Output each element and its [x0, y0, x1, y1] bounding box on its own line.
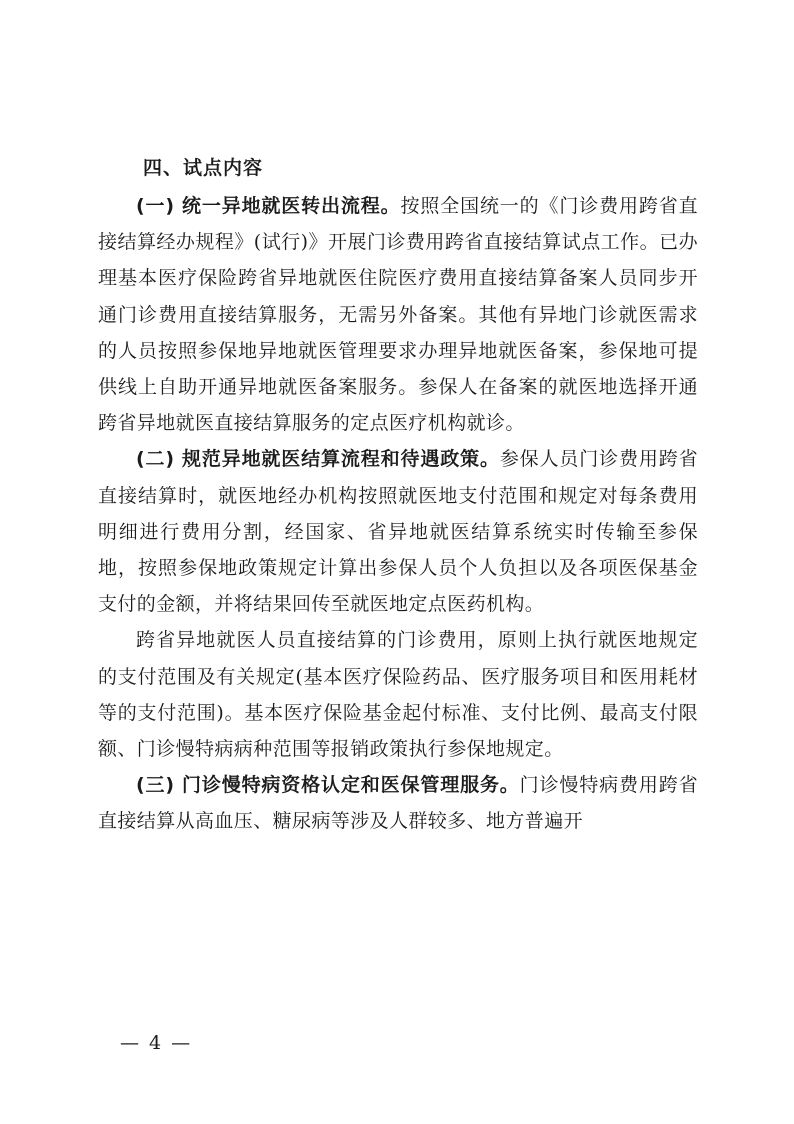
- paragraph-1: [98, 188, 698, 441]
- paragraph-3-text: 跨省异地就医人员直接结算的门诊费用，原则上执行就医地规定的支付范围及有关规定(基本医疗保险药品、医疗服务项目和医用耗材等的支付范围)。基本医疗保险基金起付标准、支付比例、最高支付限额、门诊慢特病病种范围等报销政策执行参保地规定。: [98, 629, 698, 761]
- page-number: — 4 —: [120, 1032, 193, 1054]
- paragraph-1-text: 按照全国统一的《门诊费用跨省直接结算经办规程》(试行)》开展门诊费用跨省直接结算试点工作。已办理基本医疗保险跨省异地就医住院医疗费用直接结算备案人员同步开通门诊费用直接结算服务，无需另外备案。其他有异地门诊就医需求的人员按照参保地异地就医管理要求办理异地就医备案，参保地可提供线上自助开通异地就医备案服务。参保人在备案的就医地选择开通跨省异地就医直接结算服务的定点医疗机构就诊。: [98, 195, 698, 435]
- document-body: [98, 188, 698, 840]
- paragraph-2: [98, 441, 698, 622]
- paragraph-4: [98, 767, 698, 839]
- paragraph-3: [98, 622, 698, 767]
- section-heading: 四、试点内容: [143, 157, 264, 179]
- paragraph-1-subheading: (一) 统一异地就医转出流程。: [136, 195, 401, 217]
- paragraph-2-subheading: (二) 规范异地就医结算流程和待遇政策。: [136, 448, 500, 471]
- paragraph-2-text: 参保人员门诊费用跨省直接结算时，就医地经办机构按照就医地支付范围和规定对每条费用明细进行费用分割，经国家、省异地就医结算系统实时传输至参保地，按照参保地政策规定计算出参保人员个人负担以及各项医保基金支付的金额，并将结果回传至就医地定点医药机构。: [98, 448, 698, 616]
- paragraph-4-text: 门诊慢特病费用跨省直接结算从高血压、糖尿病等涉及人群较多、地方普遍开: [98, 774, 698, 833]
- paragraph-4-subheading: (三) 门诊慢特病资格认定和医保管理服务。: [136, 774, 520, 797]
